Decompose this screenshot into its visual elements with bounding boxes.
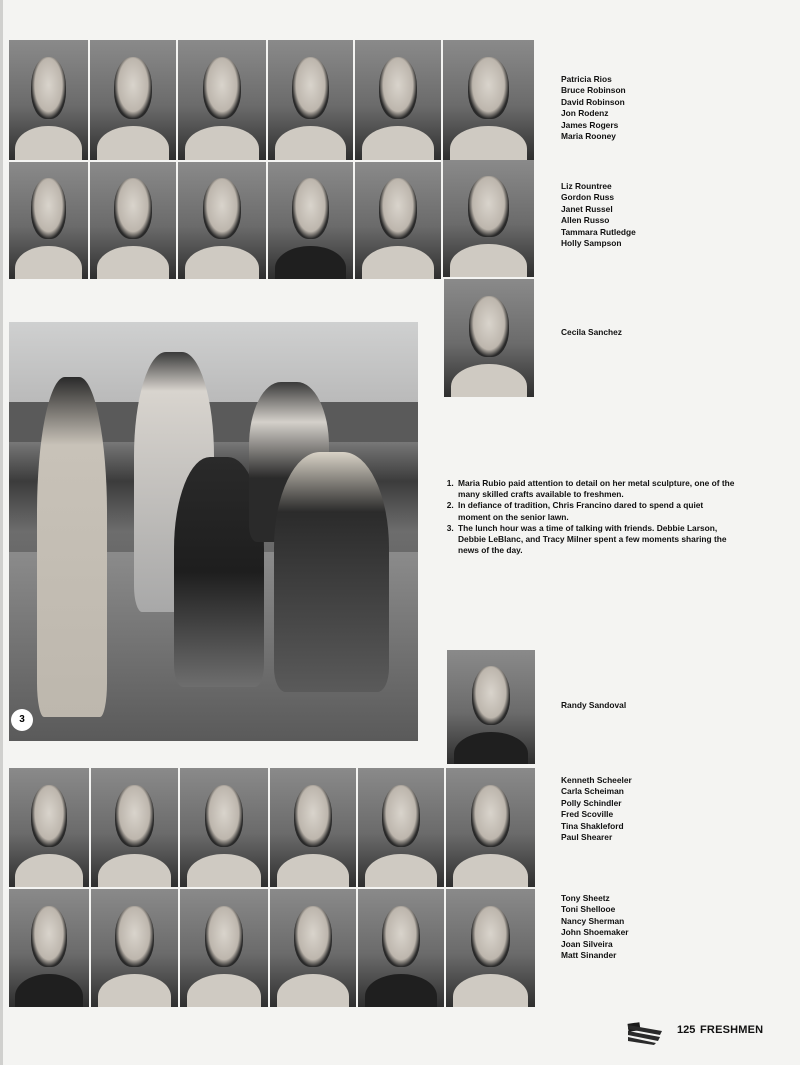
page-binding-edge: [0, 0, 3, 1065]
portrait: [90, 162, 176, 279]
photo-captions: [445, 478, 735, 556]
student-name: Polly Schindler: [561, 797, 622, 808]
student-name: Toni Shellooe: [561, 904, 616, 915]
portrait: [9, 40, 88, 160]
portrait: [180, 889, 268, 1007]
photo-number-badge: 3: [11, 709, 33, 731]
portrait: [270, 768, 356, 887]
portrait: [446, 889, 535, 1007]
student-figure: [37, 377, 107, 717]
name-list-single-2: [561, 700, 626, 711]
student-name: Joan Silveira: [561, 938, 613, 949]
portrait: [268, 162, 353, 279]
student-name: Allen Russo: [561, 215, 610, 226]
student-name: Liz Rountree: [561, 181, 612, 191]
portrait: [443, 40, 534, 160]
student-name: Holly Sampson: [561, 238, 622, 249]
name-list-single-1: [561, 327, 622, 338]
page-number: 125: [677, 1024, 696, 1036]
student-name: Paul Shearer: [561, 832, 613, 843]
name-list-row-6: [561, 893, 629, 961]
student-name: Maria Rooney: [561, 131, 616, 142]
flag-icon: [626, 1019, 664, 1045]
portrait: [90, 40, 176, 160]
name-list-row-1: [561, 74, 626, 142]
portrait: [180, 768, 268, 887]
portrait: [9, 889, 89, 1007]
student-name: David Robinson: [561, 96, 625, 107]
student-name: Tammara Rutledge: [561, 226, 636, 237]
portrait: [268, 40, 353, 160]
student-name: Matt Sinander: [561, 950, 617, 961]
student-name: Bruce Robinson: [561, 85, 626, 96]
caption-item: 3. The lunch hour was a time of talking with friends. Debbie Larson, Debbie LeBlanc, and Tracy Milner spent a few moments sharing the news of the day.: [456, 523, 735, 557]
portrait: [358, 768, 444, 887]
caption-item: 1. Maria Rubio paid attention to detail on her metal sculpture, one of the many skilled crafts available to freshmen.: [456, 478, 735, 500]
portrait: [443, 160, 534, 277]
portrait: [355, 162, 441, 279]
student-name: James Rogers: [561, 119, 619, 130]
student-name: Fred Scoville: [561, 809, 614, 820]
student-name: Nancy Sherman: [561, 915, 625, 926]
student-name: Patricia Rios: [561, 74, 612, 84]
page-footer: [622, 1017, 782, 1047]
student-name: Tina Shakleford: [561, 820, 624, 831]
name-list-row-5: [561, 775, 632, 843]
caption-item: 2. In defiance of tradition, Chris Francino dared to spend a quiet moment on the senior lawn.: [456, 500, 735, 522]
student-name: Cecila Sanchez: [561, 327, 622, 337]
student-figure: [274, 452, 389, 692]
portrait: [358, 889, 444, 1007]
portrait: [91, 889, 178, 1007]
student-name: Jon Rodenz: [561, 108, 609, 119]
student-name: Gordon Russ: [561, 192, 615, 203]
portrait: [178, 40, 266, 160]
portrait: [446, 768, 535, 887]
portrait: [9, 768, 89, 887]
student-name: John Shoemaker: [561, 927, 629, 938]
portrait: [444, 279, 534, 397]
student-name: Kenneth Scheeler: [561, 775, 632, 785]
portrait: [9, 162, 88, 279]
portrait: [447, 650, 535, 764]
student-name: Randy Sandoval: [561, 700, 627, 710]
portrait: [355, 40, 441, 160]
portrait: [91, 768, 178, 887]
section-title: FRESHMEN: [700, 1024, 764, 1036]
portrait: [270, 889, 356, 1007]
group-photo: [9, 322, 418, 741]
student-name: Janet Russel: [561, 203, 613, 214]
student-name: Tony Sheetz: [561, 893, 610, 903]
name-list-row-2: [561, 181, 636, 249]
student-name: Carla Scheiman: [561, 786, 624, 797]
portrait: [178, 162, 266, 279]
